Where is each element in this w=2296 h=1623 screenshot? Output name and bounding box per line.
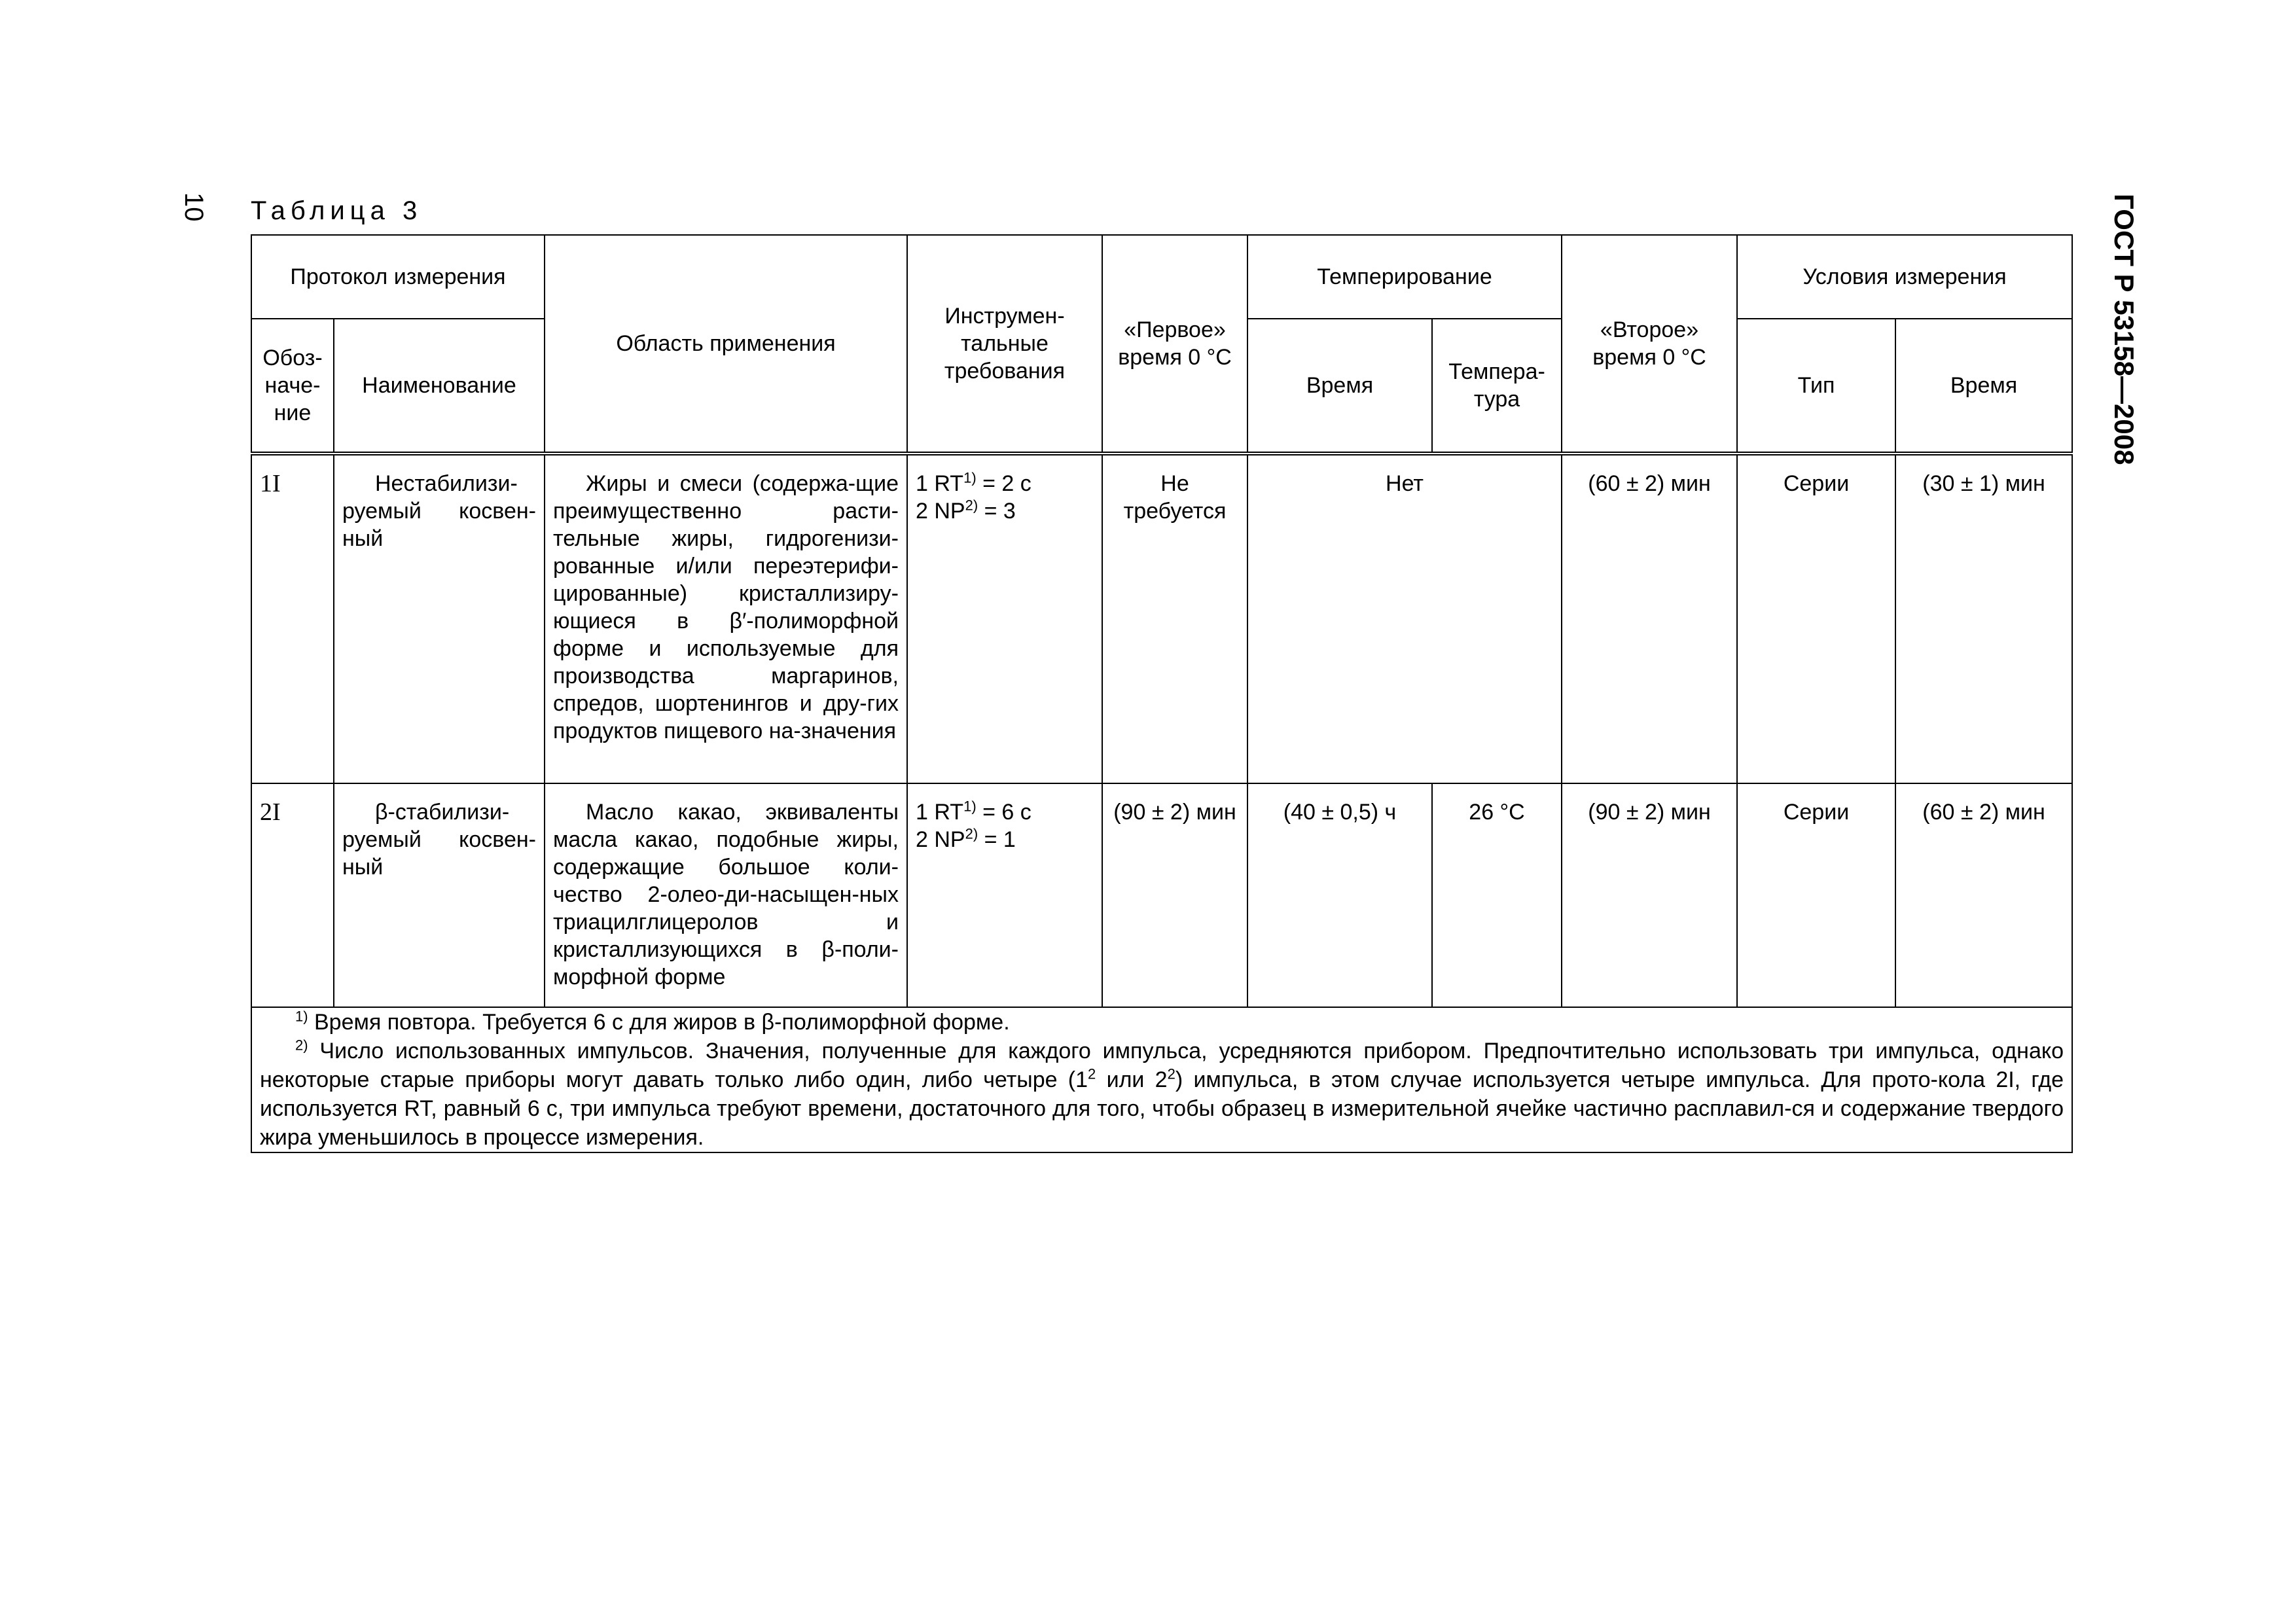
footnote-2-mark: 2) [295, 1037, 308, 1054]
header-conditions: Условия измерения [1737, 235, 2072, 319]
np-label: 2 NP [916, 499, 965, 524]
row-tempering: Нет [1247, 454, 1562, 783]
row-instrument [907, 454, 1102, 783]
rt-label: 1 RT [916, 471, 964, 496]
footnote-1-mark: 1) [295, 1008, 308, 1025]
row-tempering-temp: 26 °С [1432, 783, 1562, 1007]
np-footnote-ref: 2) [965, 497, 978, 514]
rt-footnote-ref: 1) [963, 469, 977, 486]
footnote-2-text-b: или 2 [1096, 1067, 1168, 1092]
row-code: 1I [251, 454, 334, 783]
footnotes-row [251, 1007, 2072, 1152]
measurement-protocols-table [251, 234, 2073, 1153]
table-caption: Таблица 3 [251, 196, 423, 225]
footnote-2-sup-a: 2 [1088, 1065, 1096, 1082]
rt-value: = 2 с [976, 471, 1031, 496]
row-instrument [907, 783, 1102, 1007]
header-cond-type: Тип [1737, 319, 1895, 454]
header-second-time: «Второе» время 0 °С [1562, 235, 1737, 454]
footnote-2-sup-b: 2 [1167, 1065, 1175, 1082]
page-number: 10 [179, 192, 208, 222]
row-cond-type: Серии [1737, 454, 1895, 783]
np-value: = 3 [978, 499, 1016, 524]
document-code: ГОСТ Р 53158—2008 [2109, 194, 2140, 465]
np-footnote-ref: 2) [965, 825, 978, 842]
row-code: 2I [251, 783, 334, 1007]
header-row-top [251, 235, 2072, 319]
header-instrument: Инструмен-тальные требования [907, 235, 1102, 454]
row-first-time: Не требуется [1102, 454, 1247, 783]
header-tempering-time: Время [1247, 319, 1432, 454]
row-scope: Масло какао, эквиваленты масла какао, подобные жиры, содержащие большое коли-чество 2-олео-ди-насыщен-ных триацилглицеролов и кристаллизующихся в β-поли-морфной форме [545, 783, 907, 1007]
row-second-time: (90 ± 2) мин [1562, 783, 1737, 1007]
row-first-time: (90 ± 2) мин [1102, 783, 1247, 1007]
header-first-time: «Первое» время 0 °С [1102, 235, 1247, 454]
footnote-2-text-a: Число использованных импульсов. Значения, полученные для каждого импульса, усредняются прибором. Предпочтительно использовать три импульса, однако некоторые старые приборы могут давать только либо один, либо четыре (1 [260, 1039, 2064, 1092]
row-cond-time: (30 ± 1) мин [1895, 454, 2072, 783]
row-scope: Жиры и смеси (содержа-щие преимущественно расти-тельные жиры, гидрогенизи-рованные и/или переэтерифи-цированные) кристаллизиру-ющиеся в β′-полиморфной форме и используемые для производства маргаринов, спредов, шортенингов и дру-гих продуктов пищевого на-значения [545, 454, 907, 783]
header-tempering: Темперирование [1247, 235, 1562, 319]
table-row-1i [251, 454, 2072, 783]
footnote-2-text-c: ) импульса, в этом случае используется четыре импульса. Для прото-кола 2I, где используется RT, равный 6 с, три импульса требуют времени, достаточного для того, чтобы образец в измерительной ячейке частично расплавил-ся и содержание твердого жира уменьшилось в процессе измерения. [260, 1067, 2064, 1150]
table-row-2i [251, 783, 2072, 1007]
header-name: Наименование [334, 319, 545, 454]
header-code: Обоз-наче-ние [251, 319, 334, 454]
rt-footnote-ref: 1) [963, 798, 977, 815]
footnote-1-text: Время повтора. Требуется 6 с для жиров в β-полиморфной форме. [308, 1010, 1010, 1035]
footnotes [251, 1007, 2072, 1152]
rt-value: = 6 с [976, 800, 1031, 825]
row-tempering-time: (40 ± 0,5) ч [1247, 783, 1432, 1007]
np-label: 2 NP [916, 827, 965, 852]
row-name: β-стабилизи-руемый косвен-ный [334, 783, 545, 1007]
np-value: = 1 [978, 827, 1016, 852]
row-cond-time: (60 ± 2) мин [1895, 783, 2072, 1007]
footnote-2 [260, 1037, 2064, 1152]
header-tempering-temp: Темпера-тура [1432, 319, 1562, 454]
header-protocol: Протокол измерения [251, 235, 545, 319]
header-cond-time: Время [1895, 319, 2072, 454]
row-cond-type: Серии [1737, 783, 1895, 1007]
rt-label: 1 RT [916, 800, 964, 825]
header-scope: Область применения [545, 235, 907, 454]
row-second-time: (60 ± 2) мин [1562, 454, 1737, 783]
footnote-1 [260, 1008, 2064, 1037]
row-name: Нестабилизи-руемый косвен-ный [334, 454, 545, 783]
